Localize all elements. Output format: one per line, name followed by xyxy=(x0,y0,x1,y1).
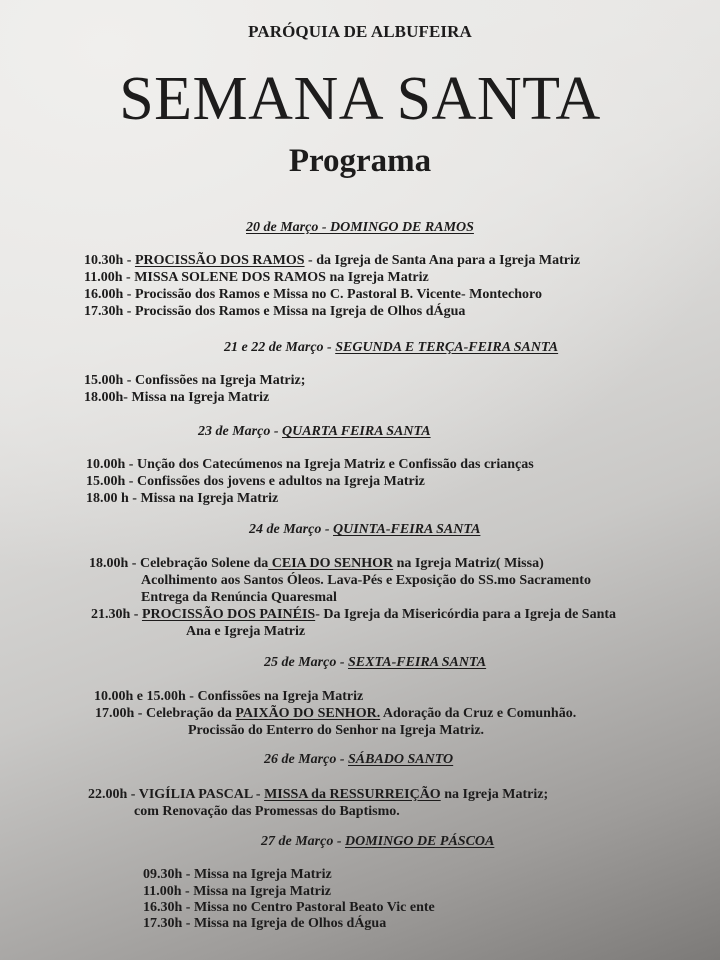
event-line: Procissão do Enterro do Senhor na Igreja Matriz. xyxy=(188,723,485,738)
day-heading-pascoa xyxy=(261,834,494,850)
event-line: 16.30h - Missa no Centro Pastoral Beato Vic ente xyxy=(143,900,435,915)
day-heading-segunda-terca xyxy=(224,340,558,356)
event-line: 15.00h - Confissões na Igreja Matriz; xyxy=(84,373,306,388)
day-heading-sabado xyxy=(264,752,453,768)
page-subtitle: Programa xyxy=(288,143,432,179)
day-name: SÁBADO SANTO xyxy=(348,752,454,767)
event-line: 10.30h - PROCISSÃO DOS RAMOS - da Igreja de Santa Ana para a Igreja Matriz xyxy=(84,253,581,268)
day-heading-quinta xyxy=(249,522,480,538)
day-date: 21 e 22 de Março - xyxy=(224,340,336,355)
event-line: 11.00h - Missa na Igreja Matriz xyxy=(143,884,331,899)
event-line: 10.00h e 15.00h - Confissões na Igreja Matriz xyxy=(94,689,364,704)
day-name: SEXTA-FEIRA SANTA xyxy=(348,655,487,670)
day-name: QUARTA FEIRA SANTA xyxy=(282,424,431,439)
event-line: com Renovação das Promessas do Baptismo. xyxy=(134,804,400,819)
page-title: SEMANA SANTA xyxy=(119,65,601,133)
parish-name: PARÓQUIA DE ALBUFEIRA xyxy=(248,22,472,41)
event-line: Acolhimento aos Santos Óleos. Lava-Pés e Exposição do SS.mo Sacramento xyxy=(141,573,591,588)
day-name: QUINTA-FEIRA SANTA xyxy=(333,522,481,537)
day-date: 24 de Março - xyxy=(249,522,333,537)
day-date: 23 de Março - xyxy=(198,424,282,439)
event-line: 22.00h - VIGÍLIA PASCAL - MISSA da RESSURREIÇÃO na Igreja Matriz; xyxy=(88,787,549,802)
day-date: 27 de Março - xyxy=(261,834,345,849)
event-line: Entrega da Renúncia Quaresmal xyxy=(141,590,337,605)
event-line: 18.00h- Missa na Igreja Matriz xyxy=(84,390,270,405)
event-line: 15.00h - Confissões dos jovens e adultos na Igreja Matriz xyxy=(86,474,425,489)
day-date: 20 de Março - xyxy=(246,220,330,235)
day-name: DOMINGO DE RAMOS xyxy=(330,220,474,235)
day-heading-domingo-ramos xyxy=(246,220,474,236)
event-line: 17.30h - Missa na Igreja de Olhos dÁgua xyxy=(143,916,387,931)
event-line: 17.00h - Celebração da PAIXÃO DO SENHOR. Adoração da Cruz e Comunhão. xyxy=(95,706,577,721)
event-line: 21.30h - PROCISSÃO DOS PAINÉIS- Da Igreja da Misericórdia para a Igreja de Santa xyxy=(91,607,617,622)
day-date: 26 de Março - xyxy=(264,752,348,767)
day-name: DOMINGO DE PÁSCOA xyxy=(345,834,495,849)
event-line: 18.00h - Celebração Solene da CEIA DO SENHOR na Igreja Matriz( Missa) xyxy=(89,556,544,571)
day-date: 25 de Março - xyxy=(264,655,348,670)
event-line: Ana e Igreja Matriz xyxy=(186,624,306,639)
day-heading-sexta xyxy=(264,655,486,671)
event-line: 09.30h - Missa na Igreja Matriz xyxy=(143,867,332,882)
event-line: 18.00 h - Missa na Igreja Matriz xyxy=(86,491,279,506)
day-heading-quarta xyxy=(198,424,431,440)
event-line: 17.30h - Procissão dos Ramos e Missa na Igreja de Olhos dÁgua xyxy=(84,304,466,319)
day-name: SEGUNDA E TERÇA-FEIRA SANTA xyxy=(335,340,559,355)
event-line: 16.00h - Procissão dos Ramos e Missa no C. Pastoral B. Vicente- Montechoro xyxy=(84,287,542,302)
event-line: 10.00h - Unção dos Catecúmenos na Igreja Matriz e Confissão das crianças xyxy=(86,457,534,472)
event-line: 11.00h - MISSA SOLENE DOS RAMOS na Igreja Matriz xyxy=(84,270,429,285)
